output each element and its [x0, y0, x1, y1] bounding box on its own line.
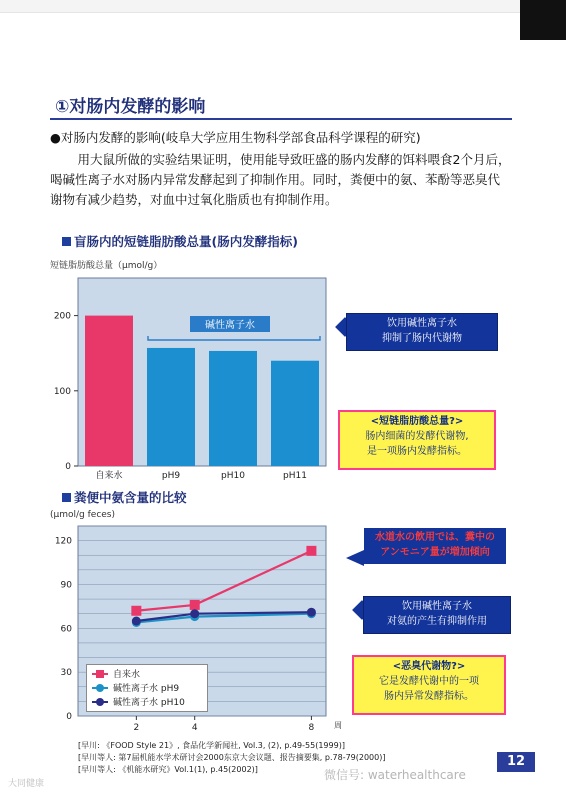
y-tick-label: 60	[60, 624, 72, 635]
callout-line: 饮用碱性离子水	[387, 318, 457, 329]
callout-line: 肠内异常发酵指标。	[384, 691, 474, 702]
callout-line: 对氨的产生有抑制作用	[387, 616, 487, 627]
chart2-heading: 粪便中氨含量的比较	[74, 490, 187, 505]
callout-line: アンモニア量が増加傾向	[380, 547, 490, 558]
chart2-callout-yellow	[352, 655, 506, 715]
x-tick-label: 4	[191, 723, 198, 733]
chart1-callout-blue	[346, 313, 498, 351]
callout-line: 抑制了肠内代谢物	[382, 333, 462, 344]
chart2-callout-blue	[363, 596, 511, 634]
legend-circle-marker	[96, 698, 104, 706]
wechat-watermark: 微信号: waterhealthcare	[324, 768, 466, 782]
chart1-y-axis	[54, 312, 78, 472]
reference-item: [早川等人: 第7届机能水学术研讨会2000东京大会议题、报告摘要集, p.78-79(2000)]	[78, 753, 386, 762]
legend-label: 碱性离子水 pH9	[113, 684, 180, 694]
legend-label: 自来水	[113, 670, 141, 680]
bar	[209, 351, 257, 466]
reference-item: [早川: 《FOOD Style 21》, 食品化学新闻社, Vol.3, (2), p.49-55(1999)]	[78, 741, 345, 750]
chart1-ylabel: 短链脂肪酸总量（μmol/g）	[50, 261, 163, 271]
callout-line: 水道水の飲用では、糞中の	[375, 532, 495, 543]
section-subhead: ●对肠内发酵的影响(岐阜大学应用生物科学部食品科学课程的研究)	[50, 130, 421, 145]
brand-watermark: 大同健康	[8, 779, 45, 789]
y-tick-label: 100	[53, 386, 71, 397]
callout-line: 肠内细菌的发酵代谢物,	[365, 431, 469, 442]
chart1-x-labels	[95, 469, 306, 481]
legend-label: 碱性离子水 pH10	[113, 698, 185, 708]
bar	[147, 348, 195, 466]
y-tick-label: 200	[53, 311, 71, 322]
reference-item: [早川等人: 《机能水研究》Vol.1(1), p.45(2002)]	[78, 765, 258, 774]
x-tick-label: 8	[308, 723, 315, 733]
chart1-callout-yellow	[338, 410, 496, 470]
square-bullet-icon	[62, 493, 71, 502]
chart1-svg	[40, 270, 340, 495]
x-tick-label: pH11	[283, 471, 307, 481]
scan-corner	[520, 0, 566, 40]
scan-top-edge	[0, 0, 566, 13]
legend-circle-marker	[96, 684, 104, 692]
section-paragraph: 用大鼠所做的实验结果证明，使用能导致旺盛的肠内发酵的饵料喂食2个月后，喝碱性离子水对肠内异常发酵起到了抑制作用。同时，粪便中的氨、苯酚等恶臭代谢物有减少趋势，对血中过氧化脂质也有抑制作用。	[50, 152, 511, 207]
y-tick-label: 0	[66, 712, 72, 722]
chart2-ylabel: (μmol/g feces)	[50, 510, 116, 520]
data-point	[131, 606, 141, 616]
x-tick-label: 2	[133, 723, 140, 733]
chart2-callout-japanese	[364, 528, 506, 564]
chart2-legend	[86, 664, 208, 712]
data-point	[190, 600, 200, 610]
chart1-heading: 盲肠内的短链脂肪酸总量(肠内发酵指标)	[74, 234, 298, 249]
callout-line: 是一项肠内发酵指标。	[367, 446, 467, 457]
data-point	[132, 617, 141, 626]
y-tick-label: 90	[60, 580, 72, 591]
section-title: ①对肠内发酵的影响	[55, 97, 206, 117]
callout-heading: <恶臭代谢物?>	[392, 661, 466, 672]
x-tick-label: 自来水	[95, 471, 123, 481]
chart2-x-unit: 周	[334, 721, 342, 730]
legend-markers	[90, 667, 110, 709]
title-underline	[50, 118, 512, 120]
bracket-label: 碱性离子水	[205, 320, 255, 331]
square-bullet-icon	[62, 237, 71, 246]
data-point	[190, 609, 199, 618]
page-number: 12	[497, 752, 535, 772]
legend-square-marker	[96, 670, 104, 678]
chart2-heading-wrap	[62, 488, 187, 506]
callout-line: 它是发酵代谢中的一项	[379, 676, 479, 687]
data-point	[307, 608, 316, 617]
bar	[85, 316, 133, 466]
y-tick-label: 0	[65, 462, 71, 472]
callout-line: 饮用碱性离子水	[402, 601, 472, 612]
chart1-heading-wrap	[62, 232, 298, 250]
data-point	[306, 546, 316, 556]
bar	[271, 361, 319, 466]
x-tick-label: pH9	[161, 471, 181, 481]
y-tick-label: 120	[54, 536, 72, 547]
callout-heading: <短链脂肪酸总量?>	[370, 416, 464, 427]
callout-arrow	[346, 550, 364, 566]
y-tick-label: 30	[60, 668, 72, 679]
x-tick-label: pH10	[221, 471, 245, 481]
